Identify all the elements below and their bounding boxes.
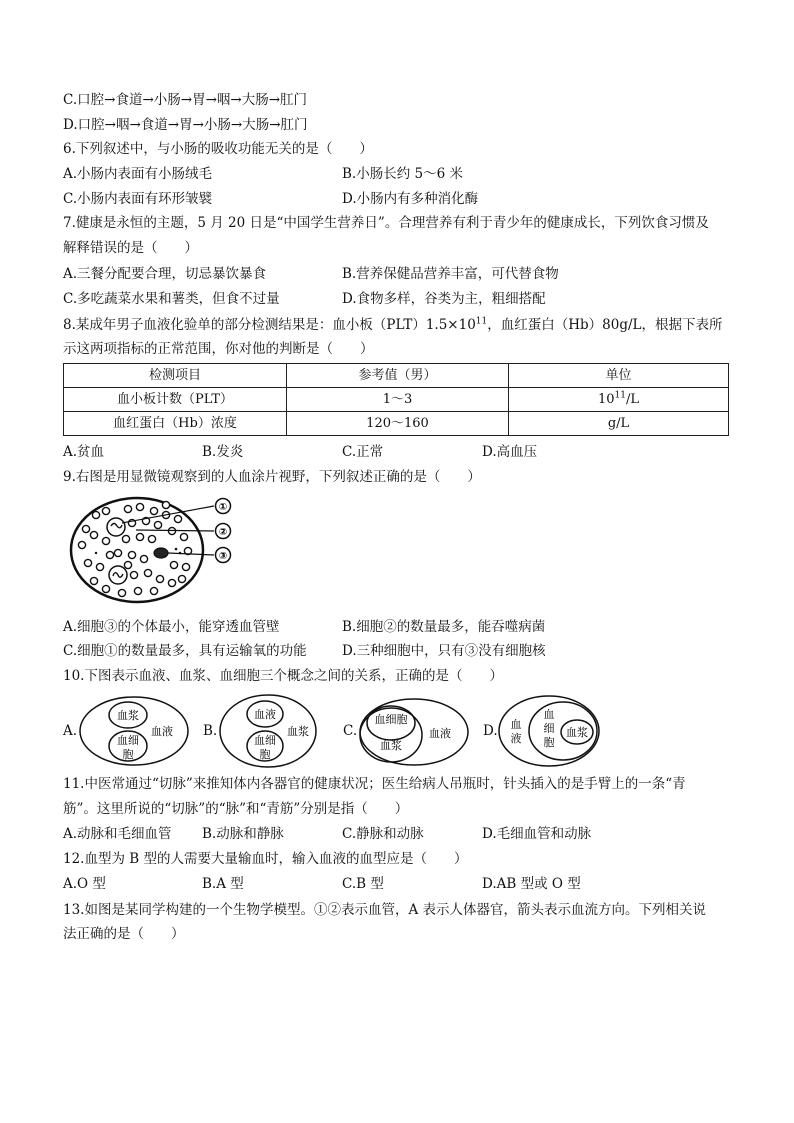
- red-blood-cell: [134, 587, 141, 594]
- q10-option-c-letter[interactable]: C.: [343, 723, 358, 739]
- red-blood-cell: [150, 507, 157, 514]
- table-cell: $10^{11}/L$: [509, 388, 729, 412]
- q8-option-a[interactable]: A.贫血: [63, 444, 105, 460]
- red-blood-cell: [90, 577, 97, 584]
- q10-option-d-letter[interactable]: D.: [483, 723, 498, 739]
- red-blood-cell: [84, 559, 91, 566]
- q12-option-a[interactable]: A.O 型: [63, 876, 106, 892]
- red-blood-cell: [102, 537, 109, 544]
- red-blood-cell: [168, 579, 175, 586]
- label-blood: 血液: [429, 727, 451, 740]
- q10-diagram-b: [218, 693, 318, 769]
- label-blood-cells: 血细胞: [374, 713, 408, 726]
- question-7-line1: 7.健康是永恒的主题，5 月 20 日是“中国学生营养日”。合理营养有利于青少年的健康成长，下列饮食习惯及: [63, 215, 709, 231]
- table-cell: g/L: [509, 412, 729, 436]
- q10-diagram-d: [497, 694, 601, 768]
- red-blood-cell: [148, 535, 155, 542]
- q6-option-d[interactable]: D.小肠内有多种消化酶: [342, 191, 479, 207]
- table-row: [64, 412, 729, 436]
- question-11-line2: 筋”。这里所说的“切脉”的“脉”和“青筋”分别是指（ ）: [63, 801, 409, 817]
- red-blood-cell: [178, 575, 185, 582]
- label-plasma: 血浆: [117, 709, 139, 722]
- q8-option-c[interactable]: C.正常: [342, 444, 384, 460]
- label-blood: 血液: [151, 725, 173, 738]
- question-8-line2: 示这两项指标的正常范围，你对他的判断是（ ）: [63, 341, 374, 357]
- question-8-line1: 8.某成年男子血液化验单的部分检测结果是：血小板$(PLT)1.5\times 10^{11}$，血红蛋白（Hb）80g/L，根据下表所: [63, 316, 723, 333]
- q10-option-a-letter[interactable]: A.: [63, 723, 78, 739]
- red-blood-cell: [102, 507, 109, 514]
- red-blood-cell: [96, 563, 103, 570]
- label-blood-cells-2: 胞: [259, 748, 271, 761]
- q6-option-a[interactable]: A.小肠内表面有小肠绒毛: [63, 166, 213, 182]
- question-11-line1: 11.中医常通过“切脉”来推知体内各器官的健康状况；医生给病人吊瓶时，针头插入的是手臂上的一条“青: [63, 776, 686, 792]
- q10-diagram-a: [78, 695, 190, 767]
- question-12: 12.血型为 B 型的人需要大量输血时，输入血液的血型应是（ ）: [63, 851, 468, 867]
- red-blood-cell: [136, 503, 143, 510]
- question-13-line2: 法正确的是（ ）: [63, 926, 185, 942]
- label-cells-2: 细: [543, 722, 555, 735]
- red-blood-cell: [180, 533, 187, 540]
- label-cells-3: 胞: [543, 736, 555, 749]
- option-line-d-prev: D.口腔→咽→食道→胃→小肠→大肠→肛门: [63, 117, 308, 133]
- table-cell: 血红蛋白（Hb）浓度: [64, 412, 287, 436]
- label-3: ③: [218, 551, 228, 562]
- q7-option-b[interactable]: B.营养保健品营养丰富，可代替食物: [342, 266, 559, 282]
- table-cell: 1～3: [287, 388, 509, 412]
- red-blood-cell: [124, 561, 131, 568]
- red-blood-cell: [124, 505, 131, 512]
- q9-option-b[interactable]: B.细胞②的数量最多，能吞噬病菌: [342, 619, 546, 635]
- q7-option-c[interactable]: C.多吃蔬菜水果和薯类，但食不过量: [63, 291, 280, 307]
- q12-option-d[interactable]: D.AB 型或 O 型: [482, 876, 581, 892]
- table-cell: 120～160: [287, 412, 509, 436]
- q7-option-d[interactable]: D.食物多样，谷类为主，粗细搭配: [342, 291, 546, 307]
- q6-option-b[interactable]: B.小肠长约 5～6 米: [342, 166, 463, 182]
- label-blood-cells-2: 胞: [122, 748, 134, 761]
- option-line-c-prev: C.口腔→食道→小肠→胃→咽→大肠→肛门: [63, 92, 308, 108]
- label-blood-1: 血: [510, 718, 522, 731]
- q9-option-a[interactable]: A.细胞③的个体最小，能穿透血管壁: [63, 619, 280, 635]
- label-1: ①: [218, 502, 228, 513]
- red-blood-cell: [162, 501, 169, 508]
- red-blood-cell: [154, 521, 161, 528]
- q11-option-b[interactable]: B.动脉和静脉: [202, 826, 284, 842]
- q11-option-c[interactable]: C.静脉和动脉: [342, 826, 424, 842]
- label-plasma: 血浆: [287, 725, 309, 738]
- q11-option-d[interactable]: D.毛细血管和动脉: [482, 826, 592, 842]
- table-row: [64, 388, 729, 412]
- red-blood-cell: [130, 571, 137, 578]
- blood-smear-figure: [66, 493, 256, 611]
- q8-option-b[interactable]: B.发炎: [202, 444, 244, 460]
- red-blood-cell: [136, 533, 143, 540]
- red-blood-cell: [114, 549, 121, 556]
- label-plasma: 血浆: [566, 726, 588, 739]
- question-9: 9.右图是用显微镜观察到的人血涂片视野，下列叙述正确的是（ ）: [63, 469, 481, 485]
- q9-option-d[interactable]: D.三种细胞中，只有③没有细胞核: [342, 643, 546, 659]
- red-blood-cell: [128, 551, 135, 558]
- red-blood-cell: [182, 563, 189, 570]
- label-blood: 血液: [254, 708, 276, 721]
- q10-option-b-letter[interactable]: B.: [203, 723, 218, 739]
- red-blood-cell: [102, 585, 109, 592]
- table-header: 单位: [509, 364, 729, 388]
- red-blood-cell: [106, 551, 113, 558]
- red-blood-cell: [90, 531, 97, 538]
- red-blood-cell: [78, 541, 85, 548]
- table-header: 参考值（男）: [287, 364, 509, 388]
- question-10: 10.下图表示血液、血浆、血细胞三个概念之间的关系，正确的是（ ）: [63, 668, 503, 684]
- label-blood-cells-1: 血细: [254, 734, 276, 747]
- q7-option-a[interactable]: A.三餐分配要合理，切忌暴饮暴食: [63, 266, 267, 282]
- red-blood-cell: [144, 569, 151, 576]
- q10-diagram-c: [358, 697, 470, 767]
- q11-option-a[interactable]: A.动脉和毛细血管: [63, 826, 172, 842]
- q12-option-b[interactable]: B.A 型: [202, 876, 244, 892]
- red-blood-cell: [156, 575, 163, 582]
- red-blood-cell: [82, 525, 89, 532]
- q12-option-c[interactable]: C.B 型: [342, 876, 384, 892]
- reference-table: [63, 363, 729, 436]
- question-7-line2: 解释错误的是（ ）: [63, 240, 198, 256]
- table-cell: 血小板计数（PLT）: [64, 388, 287, 412]
- red-blood-cell: [118, 589, 125, 596]
- question-6: 6.下列叙述中，与小肠的吸收功能无关的是（ ）: [63, 141, 373, 157]
- q9-option-c[interactable]: C.细胞①的数量最多，具有运输氧的功能: [63, 643, 307, 659]
- red-blood-cell: [174, 515, 181, 522]
- table-header-row: [64, 364, 729, 388]
- label-cells-1: 血: [543, 708, 555, 721]
- red-blood-cell: [122, 535, 129, 542]
- table-header: 检测项目: [64, 364, 287, 388]
- q8-option-d[interactable]: D.高血压: [482, 444, 538, 460]
- red-blood-cell: [150, 587, 157, 594]
- red-blood-cell: [170, 561, 177, 568]
- red-blood-cell: [92, 511, 99, 518]
- red-blood-cell: [140, 555, 147, 562]
- label-blood-cells-1: 血细: [117, 734, 139, 747]
- label-blood-2: 液: [510, 732, 522, 745]
- label-2: ②: [218, 527, 228, 538]
- q6-option-c[interactable]: C.小肠内表面有环形皱襞: [63, 191, 213, 207]
- question-13-line1: 13.如图是某同学构建的一个生物学模型。①②表示血管，A 表示人体器官，箭头表示血流方向。下列相关说: [63, 902, 707, 918]
- label-plasma: 血浆: [380, 739, 402, 752]
